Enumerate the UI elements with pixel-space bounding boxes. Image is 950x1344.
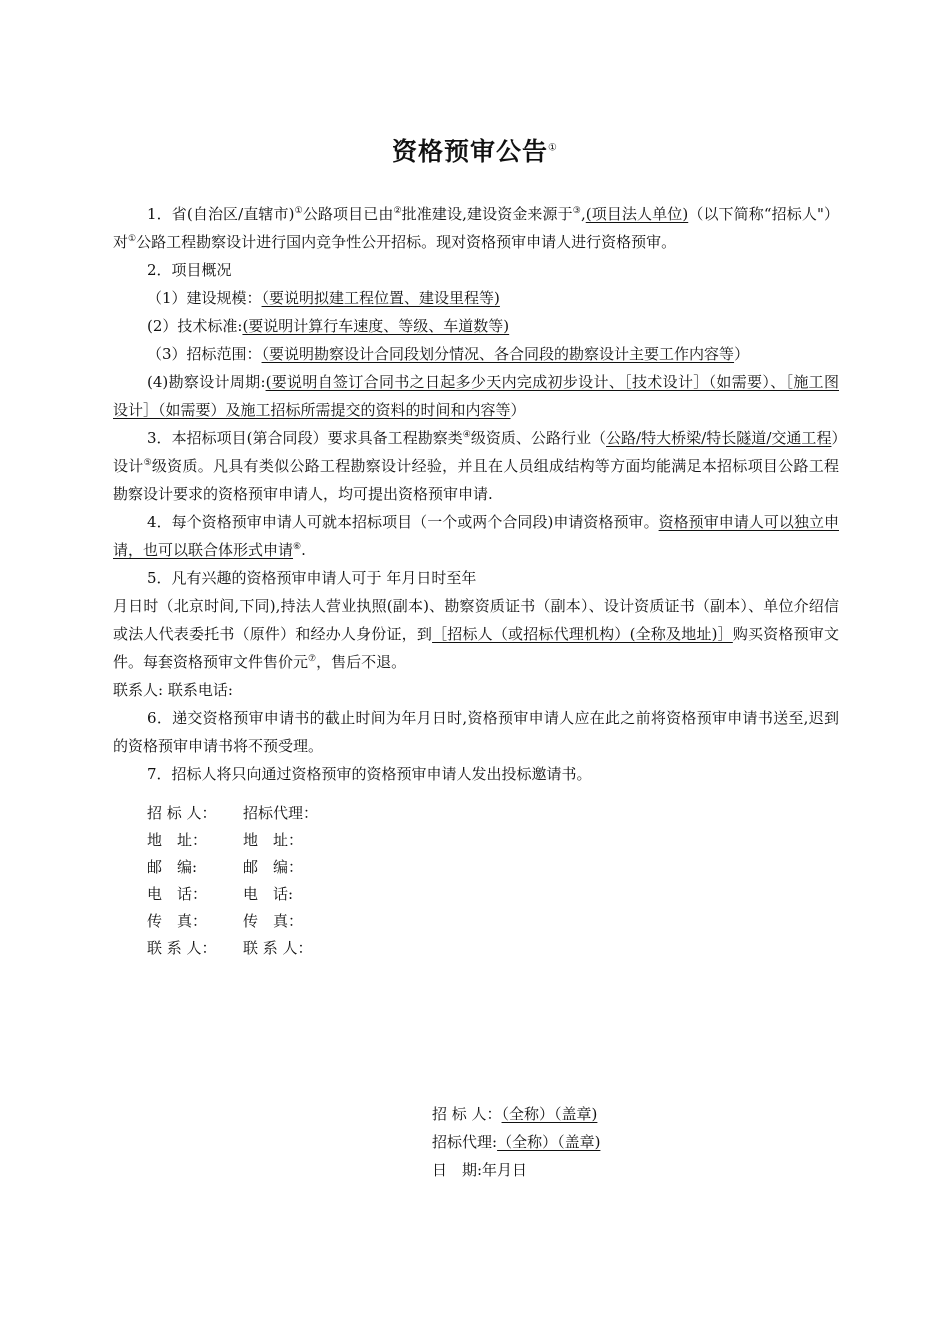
signature-row xyxy=(147,935,318,962)
p1-text-a: 1．省(自治区/直辖市) xyxy=(147,205,295,223)
p4-text-a: 4．每个资格预审申请人可就本招标项目（一个或两个合同段)申请资格预审。 xyxy=(147,513,659,531)
project-owner-placeholder: (项目法人单位) xyxy=(585,205,689,223)
sign-left: 地 址： xyxy=(147,831,208,849)
p1-text-b: 公路项目已由 xyxy=(302,205,394,223)
p5-agency-placeholder: ［招标人（或招标代理机构）(全称及地址)］ xyxy=(432,625,733,643)
p2-3-close: ） xyxy=(734,345,750,363)
bottom-value: （全称）（盖章) xyxy=(501,1105,598,1123)
sign-right: 邮 编： xyxy=(243,858,304,876)
paragraph-4 xyxy=(113,508,839,564)
p5-text-c: ，售后不退。 xyxy=(316,653,407,671)
p3-text-a: 3．本招标项目(第合同段）要求具备工程勘察类 xyxy=(147,429,463,447)
p2-1-placeholder: （要说明拟建工程位置、建设里程等) xyxy=(261,289,500,307)
paragraph-5-line-1: 5．凡有兴趣的资格预审申请人可于 年月日时至年 xyxy=(147,569,477,587)
bottom-row-tenderer xyxy=(432,1100,600,1128)
p2-4-label: (4)勘察设计周期: xyxy=(147,373,266,391)
bottom-row-date: 日 期:年月日 xyxy=(432,1161,528,1179)
signature-row xyxy=(147,827,318,854)
p2-2-placeholder: (要说明计算行车速度、等级、车道数等) xyxy=(242,317,510,335)
p3-text-d: 级资质。凡具有类似公路工程勘察设计经验，并且在人员组成结构等方面均能满足本招标项目公路工程勘察设计要求的资格预审申请人，均可提出资格预审申请. xyxy=(113,457,839,503)
signature-row xyxy=(147,800,318,827)
p4-text-b: . xyxy=(301,541,306,559)
sign-right: 联 系 人： xyxy=(243,939,313,957)
signature-row xyxy=(147,908,318,935)
sign-left: 联 系 人： xyxy=(147,939,217,957)
footnote-mark: ① xyxy=(128,234,137,244)
p3-text-c: ）设计 xyxy=(113,429,839,475)
paragraph-1 xyxy=(113,200,839,256)
p2-3-label: （3）招标范围： xyxy=(147,345,262,363)
sign-right: 地 址： xyxy=(243,831,304,849)
bottom-signature xyxy=(432,1100,600,1184)
sign-right: 电 话: xyxy=(243,885,294,903)
paragraph-2-1 xyxy=(113,284,839,312)
announcement-body xyxy=(113,200,839,788)
p3-industry-placeholder: 公路/特大桥梁/特长隧道/交通工程 xyxy=(606,429,832,447)
footnote-mark: ⑤ xyxy=(143,458,152,468)
title-text: 资格预审公告 xyxy=(392,137,549,166)
bottom-label: 招 标 人： xyxy=(432,1105,502,1123)
footnote-mark: ① xyxy=(294,206,303,216)
bottom-label: 招标代理: xyxy=(432,1133,498,1151)
sign-left: 电 话： xyxy=(147,885,208,903)
p2-3-placeholder: （要说明勘察设计合同段划分情况、各合同段的勘察设计主要工作内容等 xyxy=(261,345,735,363)
contact-line: 联系人: 联系电话: xyxy=(113,681,233,699)
page-title xyxy=(0,132,950,168)
footnote-mark: ④ xyxy=(462,430,471,440)
p2-2-label: (2）技术标准: xyxy=(147,317,243,335)
sign-left: 传 真： xyxy=(147,912,208,930)
paragraph-3 xyxy=(113,424,839,508)
paragraph-6: 6．递交资格预审申请书的截止时间为年月日时,资格预审申请人应在此之前将资格预审申请书送至,迟到的资格预审申请书将不预受理。 xyxy=(113,709,839,755)
signature-block xyxy=(147,800,318,962)
sign-left: 招 标 人： xyxy=(147,804,217,822)
footnote-mark: ② xyxy=(393,206,402,216)
p1-text-f: 公路工程勘察设计进行国内竞争性公开招标。现对资格预审申请人进行资格预审。 xyxy=(136,233,677,251)
bottom-row-agency xyxy=(432,1128,600,1156)
sign-right: 传 真： xyxy=(243,912,304,930)
p2-1-label: （1）建设规模： xyxy=(147,289,262,307)
p1-text-c: 批准建设,建设资金来源于 xyxy=(401,205,573,223)
p1-text-e: （以下简称“招标人"）对 xyxy=(113,205,839,251)
paragraph-2-2 xyxy=(113,312,839,340)
p5-text-b: 购买资格预审文件。每套资格预审文件售价元 xyxy=(113,625,839,671)
footnote-mark: ③ xyxy=(572,206,581,216)
paragraph-5 xyxy=(113,592,839,676)
paragraph-2-3 xyxy=(113,340,839,368)
signature-row xyxy=(147,881,318,908)
sign-right: 招标代理： xyxy=(243,804,319,822)
signature-row xyxy=(147,854,318,881)
footnote-mark: ⑦ xyxy=(308,654,317,664)
p2-4-placeholder: (要说明自签订合同书之日起多少天内完成初步设计、［技术设计］（如需要）、［施工图设计］（如需要）及施工招标所需提交的资料的时间和内容等 xyxy=(113,373,839,419)
p1-text-d: , xyxy=(580,205,586,223)
title-footnote-mark: ① xyxy=(548,142,558,154)
p5-text-a: 月日时（北京时间,下同),持法人营业执照(副本)、勘察资质证书（副本）、设计资质证书（副本）、单位介绍信或法人代表委托书（原件）和经办人身份证，到 xyxy=(113,597,839,643)
bottom-value: （全称）（盖章) xyxy=(497,1133,601,1151)
paragraph-2-heading: 2．项目概况 xyxy=(147,261,232,279)
p2-4-close: ） xyxy=(510,401,526,419)
paragraph-7: 7．招标人将只向通过资格预审的资格预审申请人发出投标邀请书。 xyxy=(147,765,592,783)
sign-left: 邮 编: xyxy=(147,858,198,876)
paragraph-2-4 xyxy=(113,368,839,424)
p3-text-b: 级资质、公路行业（ xyxy=(470,429,607,447)
p4-underlined: 资格预审申请人可以独立申请，也可以联合体形式申请 xyxy=(113,513,839,559)
footnote-mark: ⑥ xyxy=(293,542,302,552)
